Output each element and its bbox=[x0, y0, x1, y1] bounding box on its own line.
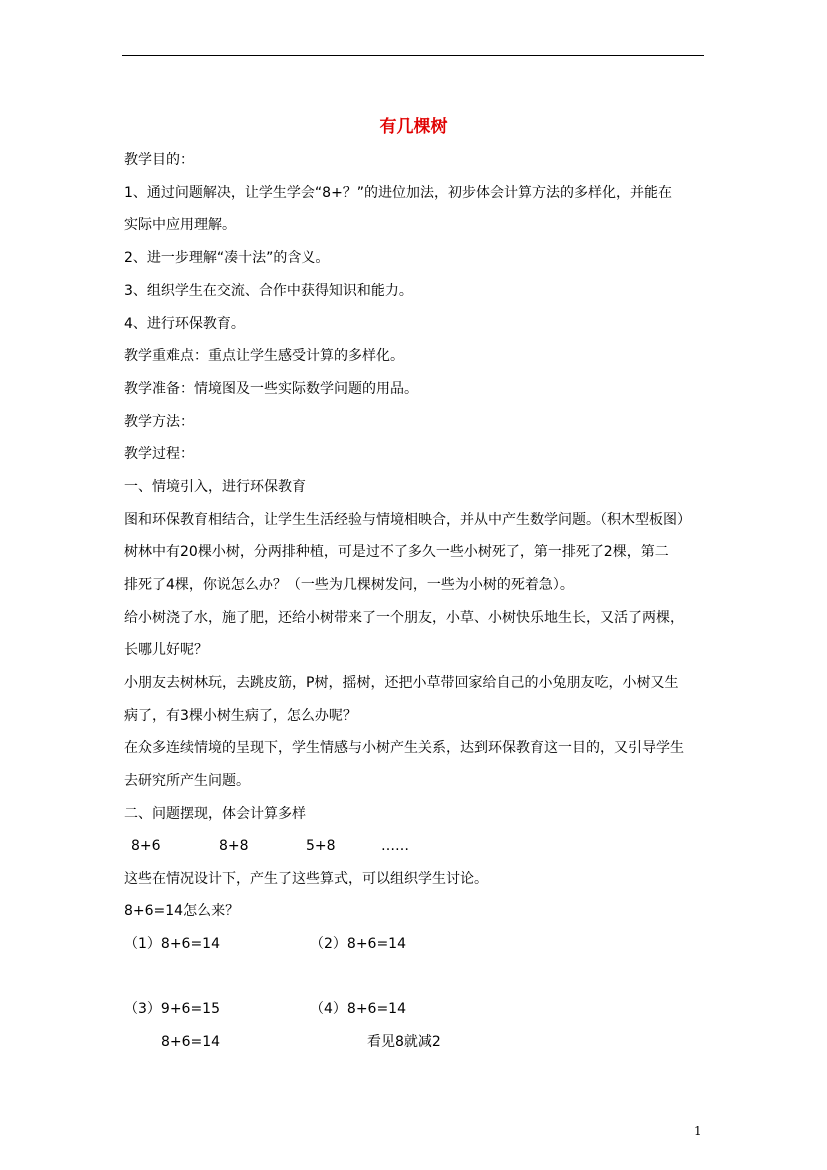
text-line: 二、问题摆现，体会计算多样 bbox=[124, 806, 306, 822]
text-line: 教学过程： bbox=[124, 446, 194, 462]
text-line: 实际中应用理解。 bbox=[124, 217, 236, 233]
method-3: （3）9+6=15 bbox=[124, 1001, 220, 1017]
expression: 8+6 bbox=[131, 838, 161, 854]
text-line: 排死了4棵，你说怎么办？（一些为几棵树发问，一些为小树的死着急）。 bbox=[124, 577, 574, 593]
text-line: 8+6=14怎么来？ bbox=[124, 903, 240, 919]
text-line: 这些在情况设计下，产生了这些算式，可以组织学生讨论。 bbox=[124, 871, 488, 887]
text-line: 长哪儿好呢？ bbox=[124, 642, 208, 658]
text-line: 在众多连续情境的呈现下，学生情感与小树产生关系，达到环保教育这一目的，又引导学生 bbox=[124, 740, 684, 756]
expression: 5+8 bbox=[306, 838, 336, 854]
expression: 8+8 bbox=[219, 838, 249, 854]
text-line: 图和环保教育相结合，让学生生活经验与情境相映合，并从中产生数学问题。（积木型板图） bbox=[124, 512, 691, 528]
method-1: （1）8+6=14 bbox=[124, 936, 220, 952]
text-line: 2、进一步理解“凑十法”的含义。 bbox=[124, 250, 330, 266]
text-line: 教学方法： bbox=[124, 414, 194, 430]
text-line: 去研究所产生问题。 bbox=[124, 773, 250, 789]
header-rule bbox=[122, 55, 704, 56]
method-2: （2）8+6=14 bbox=[310, 936, 406, 952]
text-line: 教学目的： bbox=[124, 152, 194, 168]
method-4: （4）8+6=14 bbox=[310, 1001, 406, 1017]
text-line: 教学重难点：重点让学生感受计算的多样化。 bbox=[124, 348, 404, 364]
page-number: 1 bbox=[694, 1124, 702, 1138]
text-line: 病了，有3棵小树生病了，怎么办呢？ bbox=[124, 708, 357, 724]
text-line: 一、情境引入，进行环保教育 bbox=[124, 479, 306, 495]
text-line: 教学准备：情境图及一些实际数学问题的用品。 bbox=[124, 381, 418, 397]
text-line: 树林中有20棵小树，分两排种植，可是过不了多久一些小树死了，第一排死了2棵，第二 bbox=[124, 544, 669, 560]
text-line: 4、进行环保教育。 bbox=[124, 316, 245, 332]
text-line: 给小树浇了水，施了肥，还给小树带来了一个朋友，小草、小树快乐地生长，又活了两棵， bbox=[124, 610, 684, 626]
text-line: 1、通过问题解决，让学生学会“8+？”的进位加法，初步体会计算方法的多样化，并能在 bbox=[124, 185, 673, 201]
expression-ellipsis: …… bbox=[381, 838, 409, 854]
method-3-step: 8+6=14 bbox=[161, 1034, 221, 1050]
text-line: 3、组织学生在交流、合作中获得知识和能力。 bbox=[124, 283, 413, 299]
text-line: 小朋友去树林玩，去跳皮筋，P树，摇树，还把小草带回家给自己的小兔朋友吃，小树又生 bbox=[124, 675, 679, 691]
page-title: 有几棵树 bbox=[379, 117, 448, 137]
method-4-step: 看见8就减2 bbox=[367, 1034, 441, 1050]
